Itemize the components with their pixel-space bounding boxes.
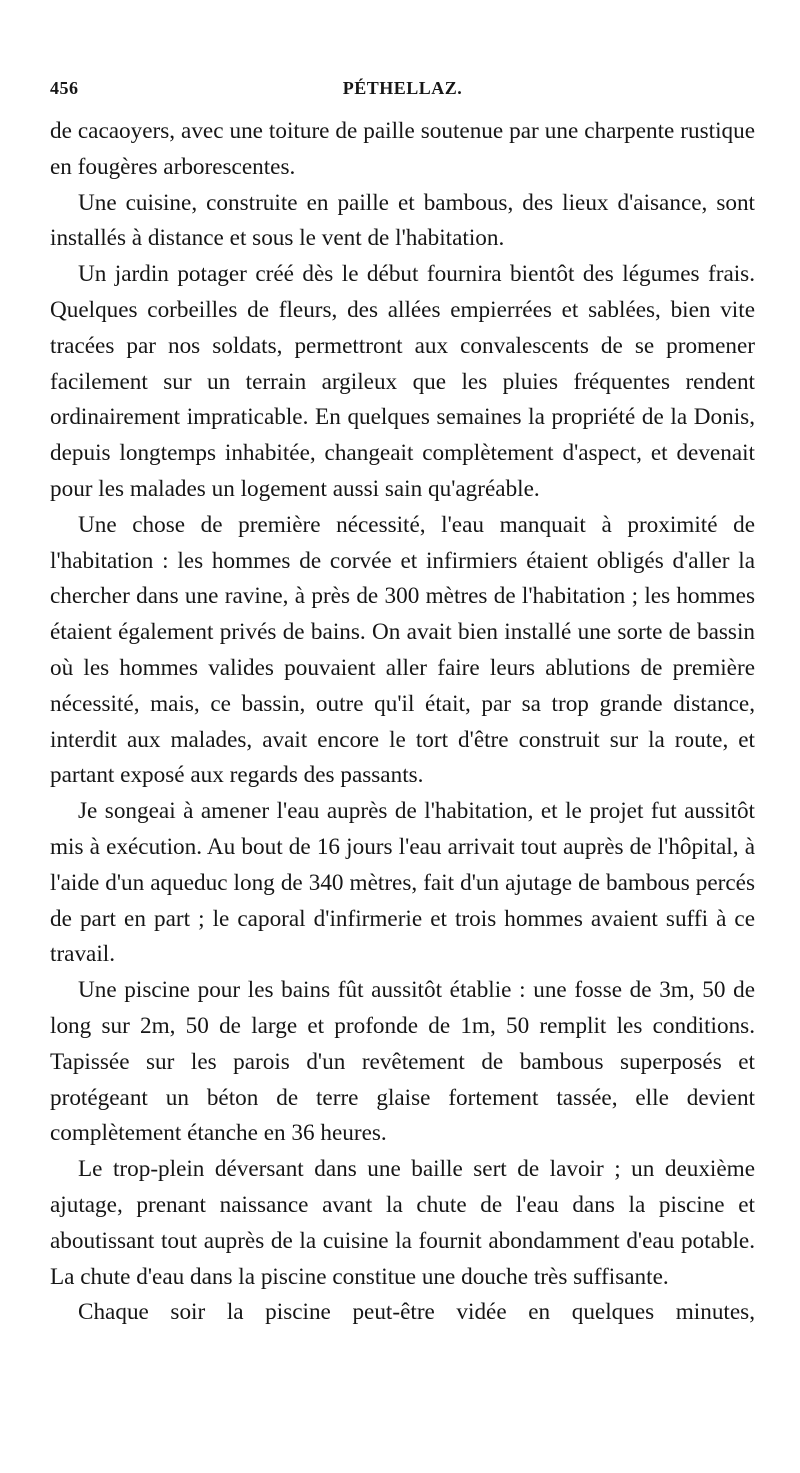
paragraph-8: Chaque soir la piscine peut-être vidée en quelques minutes,	[78, 1299, 755, 1326]
page-number: 456	[50, 78, 79, 98]
paragraph-1: de cacaoyers, avec une toiture de paille soutenue par une charpente rustique en fougères arborescentes.	[50, 118, 755, 180]
paragraph-5: Je songeai à amener l'eau auprès de l'habitation, et le projet fut aussitôt mis à exécution. Au bout de 16 jours l'eau arrivait tout auprès de l'hôpital, à l'aide d'un aqueduc long de 340 mètres, fait d'un ajutage de bambous percés de part en part ; le caporal d'infirmerie et trois hommes avaient suffi à ce travail.	[50, 798, 755, 968]
running-head	[50, 78, 755, 102]
paragraph-6: Une piscine pour les bains fût aussitôt établie : une fosse de 3m, 50 de long sur 2m, 50 de large et profonde de 1m, 50 remplit les conditions. Tapissée sur les parois d'un revêtement de bambous superposés et protégeant un béton de terre glaise fortement tassée, elle devient complètement étanche en 36 heures.	[50, 977, 755, 1147]
running-title: PÉTHELLAZ.	[342, 78, 463, 98]
paragraph-3: Un jardin potager créé dès le début fournira bientôt des légumes frais. Quelques corbeilles de fleurs, des allées empierrées et sablées, bien vite tracées par nos soldats, permettront aux convalescents de se promener facilement sur un terrain argileux que les pluies fréquentes rendent ordinairement impraticable. En quelques semaines la propriété de la Donis, depuis longtemps inhabitée, changeait complètement d'aspect, et devenait pour les malades un logement aussi sain qu'agréable.	[50, 261, 755, 502]
paragraph-4: Une chose de première nécessité, l'eau manquait à proximité de l'habitation : les hommes de corvée et infirmiers étaient obligés d'aller la chercher dans une ravine, à près de 300 mètres de l'habitation ; les hommes étaient également privés de bains. On avait bien installé une sorte de bassin où les hommes valides pouvaient aller faire leurs ablutions de première nécessité, mais, ce bassin, outre qu'il était, par sa trop grande distance, interdit aux malades, avait encore le tort d'être construit sur la route, et partant exposé aux regards des passants.	[50, 511, 755, 789]
paragraph-7: Le trop-plein déversant dans une baille sert de lavoir ; un deuxième ajutage, prenant naissance avant la chute de l'eau dans la piscine et aboutissant tout auprès de la cuisine la fournit abondamment d'eau potable. La chute d'eau dans la piscine constitue une douche très suffisante.	[50, 1156, 755, 1290]
paragraph-2: Une cuisine, construite en paille et bambous, des lieux d'aisance, sont installés à distance et sous le vent de l'habitation.	[50, 189, 755, 252]
body-text	[50, 114, 755, 1331]
